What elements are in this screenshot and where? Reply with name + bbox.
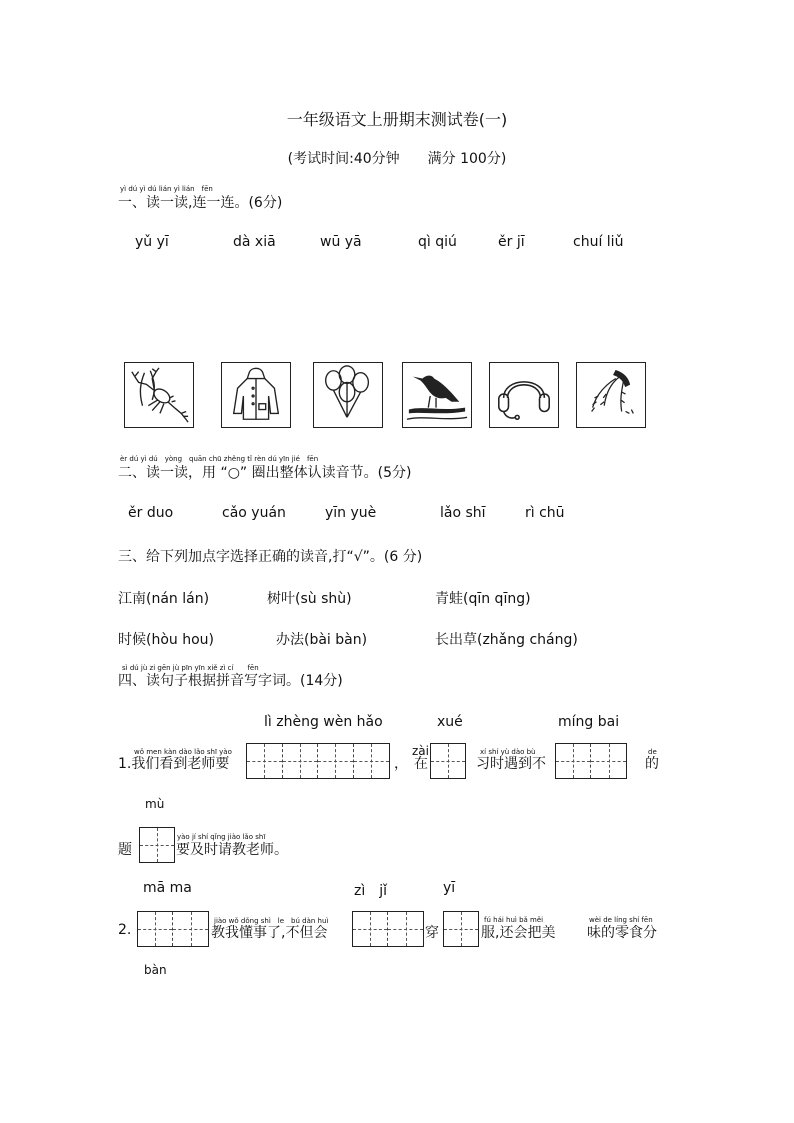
section4-pinyin-hint: sì dú jù zi gēn jù pīn yīn xiě zì cí fēn xyxy=(122,664,259,672)
section2-pinyin-hint: èr dú yì dú yòng quān chū zhěng tǐ rèn dú yīn jié fēn xyxy=(120,455,319,463)
section4-heading: 四、读句子根据拼音写字词。(14分) xyxy=(118,673,343,689)
s1-small-pinyin-de: de xyxy=(648,748,657,756)
headphones-picture xyxy=(489,362,559,428)
s1-pinyin-1: lì zhèng wèn hǎo xyxy=(264,714,383,730)
section2-word-1: ěr duo xyxy=(128,505,174,521)
raincoat-picture xyxy=(221,362,291,428)
pinyin-word-6: chuí liǔ xyxy=(573,234,624,250)
s1-small-pinyin-1: wǒ men kàn dào lǎo shī yào xyxy=(134,748,232,756)
section3-heading: 三、给下列加点字选择正确的读音,打“√”。(6 分) xyxy=(118,549,423,565)
pinyin-word-4: qì qiú xyxy=(418,234,457,250)
crow-icon xyxy=(403,363,471,427)
s2-pinyin-2: zì jǐ xyxy=(354,883,388,899)
s1-text-3: 要及时请教老师。 xyxy=(176,842,288,858)
raincoat-icon xyxy=(222,363,290,427)
pinyin-word-2: dà xiā xyxy=(233,234,276,250)
s2-writing-grid-1[interactable] xyxy=(137,911,209,947)
s1-mu-pinyin: mù xyxy=(145,797,165,811)
s1-de: 的 xyxy=(645,756,659,772)
pinyin-word-1: yǔ yī xyxy=(135,234,169,250)
s2-small-pinyin-1: jiào wǒ dǒng shì le bú dàn huì xyxy=(214,917,329,925)
s1-small-pinyin-2: xí shí yù dào bù xyxy=(480,748,536,756)
s2-pinyin-1: mā ma xyxy=(143,880,192,896)
crow-picture xyxy=(402,362,472,428)
section2-word-3: yīn yuè xyxy=(325,505,377,521)
section3-item-1: 江南(nán lán) xyxy=(118,591,210,607)
s1-comma: ， xyxy=(394,756,408,772)
s2-text-1: 教我懂事了,不但会 xyxy=(211,925,328,941)
s1-text-1: 1.我们看到老师要 xyxy=(118,756,230,772)
section2-word-5: rì chū xyxy=(525,505,565,521)
s1-ti: 题 xyxy=(118,842,132,858)
section2-word-2: cǎo yuán xyxy=(222,505,286,521)
headphones-icon xyxy=(490,363,558,427)
lobster-icon xyxy=(125,363,193,427)
s2-text-2: 服,还会把美 xyxy=(481,925,556,941)
section3-item-2: 树叶(sù shù) xyxy=(267,591,352,607)
section1-pinyin-hint: yì dú yì dú lián yì lián fēn xyxy=(120,185,213,193)
balloons-picture xyxy=(313,362,383,428)
section3-item-4: 时候(hòu hou) xyxy=(118,632,214,648)
s1-small-pinyin-3: yào jí shí qǐng jiào lǎo shī xyxy=(177,833,266,841)
s2-writing-grid-2[interactable] xyxy=(352,911,424,947)
s2-ban-pinyin: bàn xyxy=(144,963,167,977)
s1-pinyin-3: míng bai xyxy=(558,714,620,730)
willow-icon xyxy=(577,363,645,427)
exam-info: (考试时间:40分钟 满分 100分) xyxy=(287,151,507,167)
s2-pinyin-3: yī xyxy=(443,880,456,896)
section2-heading: 二、读一读，用 “○” 圈出整体认读音节。(5分) xyxy=(118,465,412,481)
page-title: 一年级语文上册期末测试卷(一) xyxy=(286,110,508,129)
s2-small-pinyin-2: fú hái huì bǎ měi xyxy=(484,916,544,924)
pinyin-word-3: wū yā xyxy=(320,234,362,250)
s2-small-pinyin-3: wèi de líng shí fēn xyxy=(589,916,653,924)
section3-item-5: 办法(bài bàn) xyxy=(276,632,368,648)
s1-writing-grid-3[interactable] xyxy=(555,743,627,779)
s2-text-3: 味的零食分 xyxy=(587,925,657,941)
s2-chuan: 穿 xyxy=(425,925,439,941)
s1-writing-grid-1[interactable] xyxy=(246,743,390,779)
s1-pinyin-2: xué xyxy=(437,714,463,730)
s1-zai: 在 xyxy=(414,756,428,772)
section3-item-3: 青蛙(qīn qīng) xyxy=(435,591,531,607)
s1-text-2: 习时遇到不 xyxy=(476,756,546,772)
balloons-icon xyxy=(314,363,382,427)
section2-word-4: lǎo shī xyxy=(440,505,486,521)
lobster-picture xyxy=(124,362,194,428)
willow-picture xyxy=(576,362,646,428)
s2-writing-grid-3[interactable] xyxy=(443,911,479,947)
section3-item-6: 长出草(zhǎng cháng) xyxy=(435,632,578,648)
pinyin-word-5: ěr jī xyxy=(498,234,525,250)
section1-heading: 一、读一读,连一连。(6分) xyxy=(118,195,283,211)
s2-number: 2. xyxy=(118,922,132,938)
s1-zai-pinyin: zài xyxy=(412,744,429,758)
s1-writing-grid-2[interactable] xyxy=(430,743,466,779)
s1-writing-grid-4[interactable] xyxy=(139,827,175,863)
